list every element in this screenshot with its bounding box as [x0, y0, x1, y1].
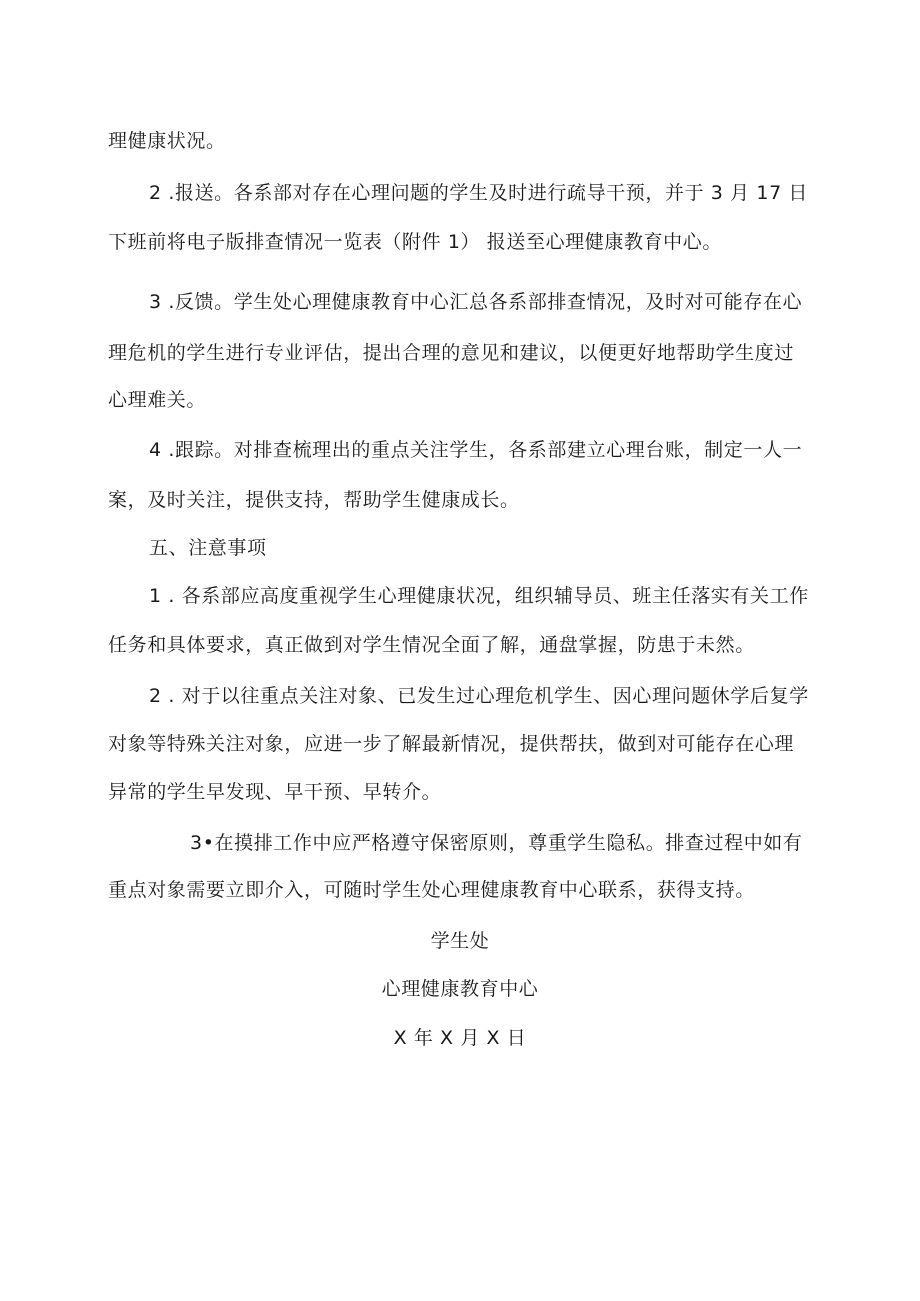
paragraph-line: 3 .反馈。学生处心理健康教育中心汇总各系部排查情况，及时对可能存在心: [149, 291, 803, 313]
paragraph-line: 对象等特殊关注对象，应进一步了解最新情况，提供帮扶，做到对可能存在心理: [108, 733, 795, 755]
paragraph-line: 2 . 对于以往重点关注对象、已发生过心理危机学生、因心理问题休学后复学: [149, 685, 809, 707]
paragraph-line: 1 . 各系部应高度重视学生心理健康状况，组织辅导员、班主任落实有关工作: [149, 585, 809, 607]
paragraph-line: 异常的学生早发现、早干预、早转介。: [108, 781, 442, 803]
paragraph-line: 下班前将电子版排查情况一览表（附件 1） 报送至心理健康教育中心。: [108, 231, 722, 253]
signature-date: X 年 X 月 X 日: [393, 1027, 527, 1049]
paragraph-line: 任务和具体要求，真正做到对学生情况全面了解，通盘掌握，防患于未然。: [108, 634, 755, 656]
paragraph-line: 重点对象需要立即介入，可随时学生处心理健康教育中心联系，获得支持。: [108, 879, 755, 901]
paragraph-line: 2 .报送。各系部对存在心理问题的学生及时进行疏导干预，并于 3 月 17 日: [149, 182, 808, 204]
paragraph-line: 心理难关。: [108, 389, 207, 411]
paragraph-line: 4 .跟踪。对排查梳理出的重点关注学生，各系部建立心理台账，制定一人一: [149, 439, 803, 461]
paragraph-line: 案，及时关注，提供支持，帮助学生健康成长。: [108, 489, 520, 511]
signature-department: 学生处: [430, 930, 490, 952]
paragraph-line: 理危机的学生进行专业评估，提出合理的意见和建议，以便更好地帮助学生度过: [108, 342, 795, 364]
signature-center: 心理健康教育中心: [381, 978, 539, 1000]
paragraph-line: 理健康状况。: [108, 130, 226, 152]
paragraph-line: 3•在摸排工作中应严格遵守保密原则，尊重学生隐私。排查过程中如有: [190, 832, 803, 854]
section-heading: 五、注意事项: [149, 537, 267, 559]
